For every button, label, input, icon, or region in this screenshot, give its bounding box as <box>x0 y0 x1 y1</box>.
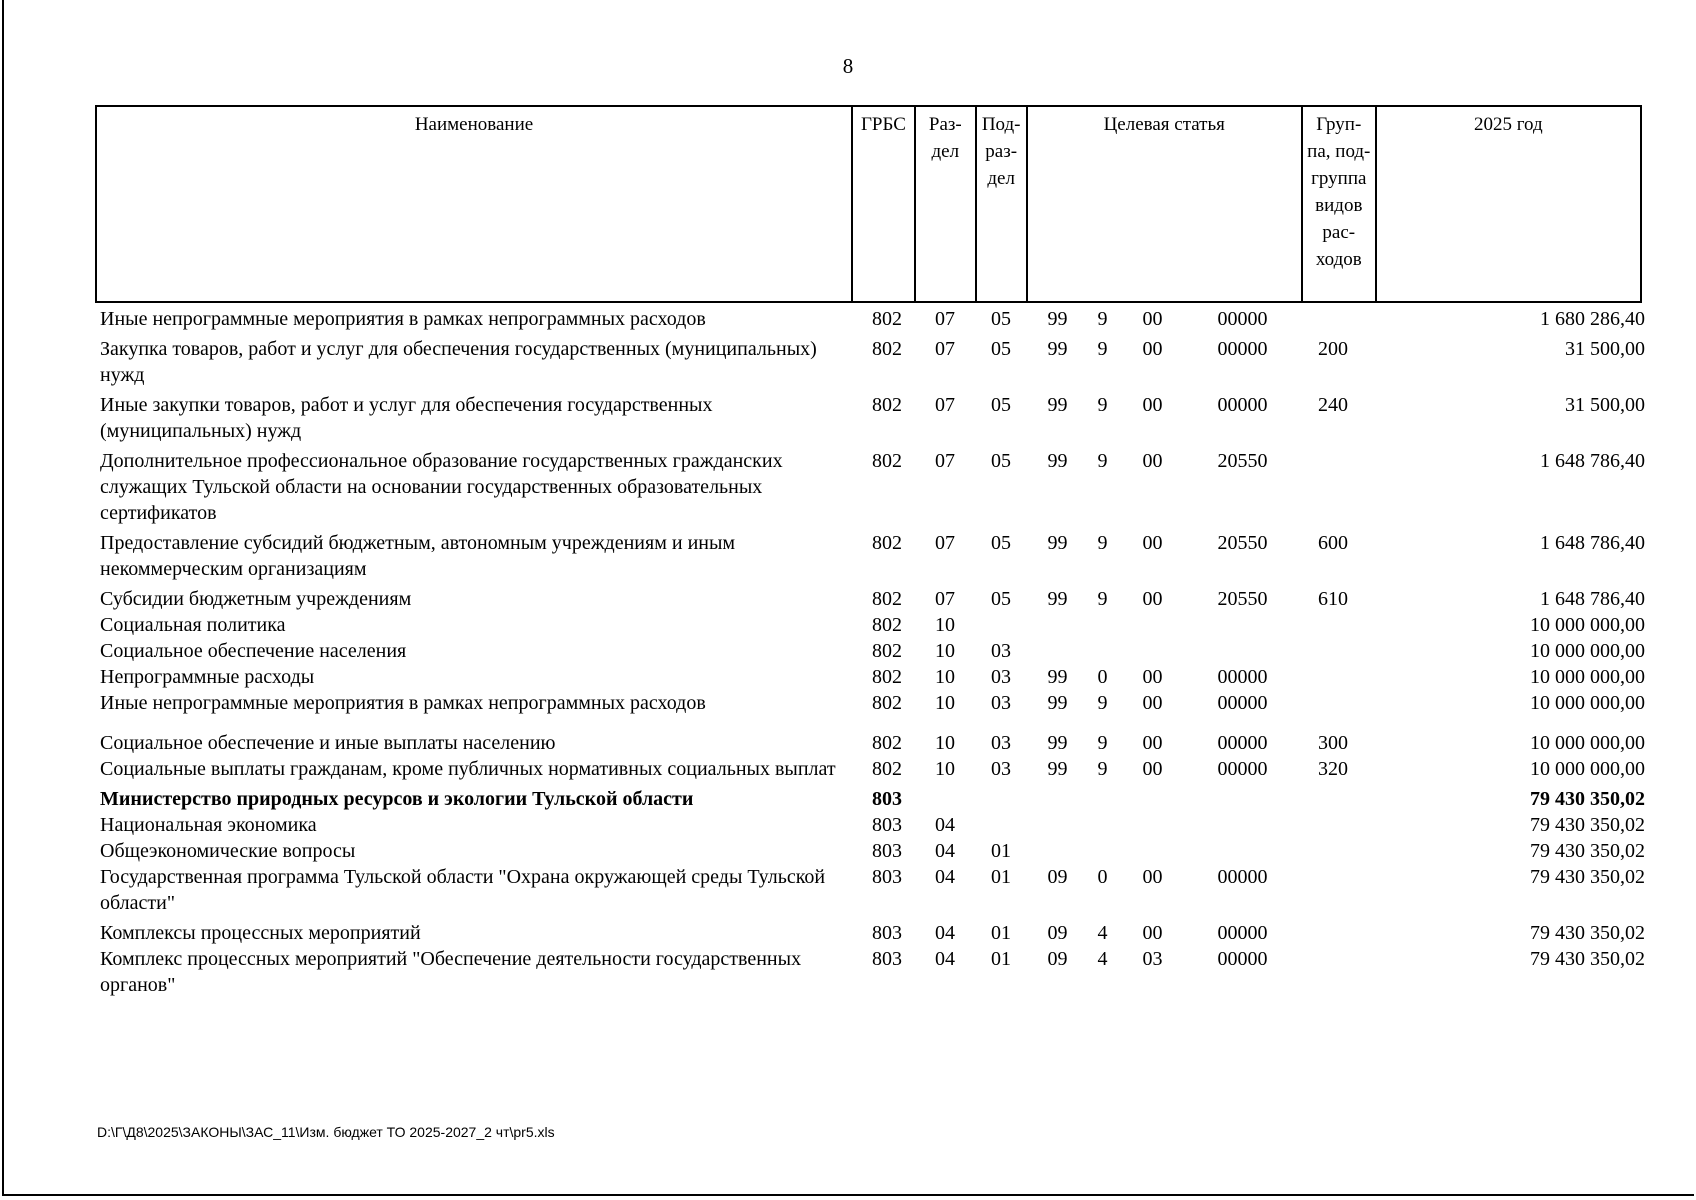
target-direction-cell: 00 <box>1142 588 1163 610</box>
amount-2025-cell: 10 000 000,00 <box>1530 732 1645 754</box>
expense-group-cell: 300 <box>1318 732 1348 754</box>
amount-2025-cell: 1 648 786,40 <box>1540 532 1645 554</box>
row-name-cell: Социальные выплаты гражданам, кроме публичных нормативных социальных выплат <box>100 758 836 780</box>
table-row <box>95 756 1645 782</box>
row-name-cell: Общеэкономические вопросы <box>100 840 356 862</box>
amount-2025-cell: 79 430 350,02 <box>1530 866 1645 888</box>
podrazdel-cell: 03 <box>991 732 1011 754</box>
grbs-cell: 802 <box>872 394 902 416</box>
amount-2025-cell: 79 430 350,02 <box>1530 948 1645 970</box>
podrazdel-cell: 03 <box>991 758 1011 780</box>
razdel-cell: 07 <box>935 338 955 360</box>
table-row <box>95 306 1645 332</box>
target-program-cell: 99 <box>1047 666 1068 688</box>
row-name-cell: Предоставление субсидий бюджетным, автономным учреждениям и иным некоммерческим организациям <box>100 532 736 580</box>
table-row <box>95 864 1645 916</box>
amount-2025-cell: 79 430 350,02 <box>1530 814 1645 836</box>
table-body <box>95 306 1645 998</box>
grbs-cell: 803 <box>872 922 902 944</box>
grbs-cell: 802 <box>872 758 902 780</box>
target-direction-cell: 00 <box>1142 450 1163 472</box>
grbs-cell: 802 <box>872 666 902 688</box>
podrazdel-cell: 05 <box>991 532 1011 554</box>
table-row <box>95 786 1645 812</box>
grbs-cell: 802 <box>872 308 902 330</box>
target-code-cell: 00000 <box>1217 732 1268 754</box>
grbs-cell: 803 <box>872 866 902 888</box>
target-subprogram-cell: 9 <box>1097 692 1108 714</box>
table-header <box>95 105 1642 303</box>
target-subprogram-cell: 4 <box>1097 948 1108 970</box>
amount-2025-cell: 1 648 786,40 <box>1540 588 1645 610</box>
target-code-cell: 20550 <box>1217 450 1268 472</box>
target-direction-cell: 00 <box>1142 338 1163 360</box>
table-row <box>95 730 1645 756</box>
target-subprogram-cell: 0 <box>1097 866 1108 888</box>
target-direction-cell: 00 <box>1142 308 1163 330</box>
razdel-cell: 07 <box>935 450 955 472</box>
razdel-cell: 04 <box>935 866 955 888</box>
amount-2025-cell: 10 000 000,00 <box>1530 614 1645 636</box>
row-name-cell: Национальная экономика <box>100 814 317 836</box>
row-name-cell: Дополнительное профессиональное образование государственных гражданских служащих Тульской области на основании государственных образовательных сертификатов <box>100 450 783 524</box>
grbs-cell: 802 <box>872 588 902 610</box>
target-program-cell: 99 <box>1047 732 1068 754</box>
table-row <box>95 838 1645 864</box>
amount-2025-cell: 79 430 350,02 <box>1530 840 1645 862</box>
target-program-cell: 99 <box>1047 588 1068 610</box>
amount-2025-cell: 79 430 350,02 <box>1530 922 1645 944</box>
table-row <box>95 336 1645 388</box>
target-subprogram-cell: 9 <box>1097 450 1108 472</box>
podrazdel-cell: 01 <box>991 866 1011 888</box>
target-code-cell: 00000 <box>1217 692 1268 714</box>
target-code-cell: 00000 <box>1217 666 1268 688</box>
target-program-cell: 09 <box>1047 866 1068 888</box>
row-name-cell: Социальное обеспечение и иные выплаты населению <box>100 732 556 754</box>
target-subprogram-cell: 9 <box>1097 338 1108 360</box>
razdel-cell: 10 <box>935 666 955 688</box>
grbs-cell: 802 <box>872 692 902 714</box>
target-program-cell: 09 <box>1047 948 1068 970</box>
podrazdel-cell: 05 <box>991 450 1011 472</box>
row-name-cell: Закупка товаров, работ и услуг для обеспечения государственных (муниципальных) нужд <box>100 338 817 386</box>
amount-2025-cell: 10 000 000,00 <box>1530 758 1645 780</box>
target-direction-cell: 00 <box>1142 394 1163 416</box>
table-row <box>95 664 1645 690</box>
table-row <box>95 638 1645 664</box>
header-expense-group: Груп- па, под- группа видов рас- ходов <box>1303 107 1377 301</box>
amount-2025-cell: 1 648 786,40 <box>1540 450 1645 472</box>
page-border-bottom <box>2 1194 1694 1196</box>
expense-group-cell: 200 <box>1318 338 1348 360</box>
podrazdel-cell: 03 <box>991 640 1011 662</box>
table-row <box>95 392 1645 444</box>
grbs-cell: 803 <box>872 788 902 810</box>
razdel-cell: 07 <box>935 588 955 610</box>
target-program-cell: 99 <box>1047 308 1068 330</box>
target-program-cell: 99 <box>1047 394 1068 416</box>
page-number: 8 <box>842 54 854 78</box>
table-row <box>95 612 1645 638</box>
grbs-cell: 802 <box>872 732 902 754</box>
grbs-cell: 803 <box>872 840 902 862</box>
target-program-cell: 99 <box>1047 338 1068 360</box>
target-program-cell: 99 <box>1047 532 1068 554</box>
grbs-cell: 802 <box>872 450 902 472</box>
grbs-cell: 802 <box>872 338 902 360</box>
table-row <box>95 586 1645 612</box>
target-subprogram-cell: 9 <box>1097 588 1108 610</box>
row-name-cell: Государственная программа Тульской области "Охрана окружающей среды Тульской области" <box>100 866 826 914</box>
row-name-cell: Министерство природных ресурсов и экологии Тульской области <box>100 788 694 810</box>
razdel-cell: 04 <box>935 922 955 944</box>
target-code-cell: 00000 <box>1217 394 1268 416</box>
razdel-cell: 10 <box>935 758 955 780</box>
row-name-cell: Комплексы процессных мероприятий <box>100 922 421 944</box>
row-name-cell: Социальная политика <box>100 614 286 636</box>
podrazdel-cell: 05 <box>991 394 1011 416</box>
grbs-cell: 803 <box>872 814 902 836</box>
row-name-cell: Иные непрограммные мероприятия в рамках непрограммных расходов <box>100 692 706 714</box>
grbs-cell: 802 <box>872 614 902 636</box>
target-program-cell: 99 <box>1047 450 1068 472</box>
podrazdel-cell: 03 <box>991 692 1011 714</box>
header-podrazdel: Под- раз- дел <box>977 107 1028 301</box>
podrazdel-cell: 05 <box>991 338 1011 360</box>
razdel-cell: 04 <box>935 840 955 862</box>
header-grbs: ГРБС <box>853 107 916 301</box>
amount-2025-cell: 1 680 286,40 <box>1540 308 1645 330</box>
grbs-cell: 802 <box>872 532 902 554</box>
amount-2025-cell: 10 000 000,00 <box>1530 666 1645 688</box>
target-program-cell: 99 <box>1047 758 1068 780</box>
target-direction-cell: 00 <box>1142 922 1163 944</box>
razdel-cell: 10 <box>935 692 955 714</box>
target-direction-cell: 00 <box>1142 666 1163 688</box>
podrazdel-cell: 01 <box>991 922 1011 944</box>
expense-group-cell: 240 <box>1318 394 1348 416</box>
target-subprogram-cell: 0 <box>1097 666 1108 688</box>
target-subprogram-cell: 4 <box>1097 922 1108 944</box>
header-name: Наименование <box>97 107 853 301</box>
expense-group-cell: 320 <box>1318 758 1348 780</box>
target-code-cell: 00000 <box>1217 308 1268 330</box>
row-name-cell: Иные закупки товаров, работ и услуг для обеспечения государственных (муниципальных) нужд <box>100 394 713 442</box>
file-path-footer: D:\Г\Д8\2025\ЗАКОНЫ\ЗАС_11\Изм. бюджет ТО 2025-2027_2 чт\pr5.xls <box>97 1124 555 1140</box>
podrazdel-cell: 03 <box>991 666 1011 688</box>
target-direction-cell: 00 <box>1142 758 1163 780</box>
target-direction-cell: 00 <box>1142 866 1163 888</box>
header-target-article: Целевая статья <box>1028 107 1303 301</box>
razdel-cell: 07 <box>935 394 955 416</box>
target-direction-cell: 00 <box>1142 732 1163 754</box>
amount-2025-cell: 31 500,00 <box>1565 338 1645 360</box>
target-program-cell: 09 <box>1047 922 1068 944</box>
table-row <box>95 690 1645 716</box>
target-code-cell: 20550 <box>1217 588 1268 610</box>
amount-2025-cell: 10 000 000,00 <box>1530 640 1645 662</box>
target-direction-cell: 00 <box>1142 532 1163 554</box>
target-program-cell: 99 <box>1047 692 1068 714</box>
target-subprogram-cell: 9 <box>1097 308 1108 330</box>
grbs-cell: 802 <box>872 640 902 662</box>
row-name-cell: Субсидии бюджетным учреждениям <box>100 588 412 610</box>
target-subprogram-cell: 9 <box>1097 732 1108 754</box>
target-code-cell: 00000 <box>1217 922 1268 944</box>
row-name-cell: Социальное обеспечение населения <box>100 640 407 662</box>
target-subprogram-cell: 9 <box>1097 758 1108 780</box>
podrazdel-cell: 01 <box>991 840 1011 862</box>
razdel-cell: 07 <box>935 532 955 554</box>
header-razdel: Раз- дел <box>916 107 977 301</box>
target-code-cell: 00000 <box>1217 338 1268 360</box>
table-row <box>95 530 1645 582</box>
amount-2025-cell: 79 430 350,02 <box>1530 788 1645 810</box>
target-direction-cell: 03 <box>1142 948 1163 970</box>
table-row <box>95 946 1645 998</box>
razdel-cell: 10 <box>935 614 955 636</box>
razdel-cell: 04 <box>935 814 955 836</box>
expense-group-cell: 600 <box>1318 532 1348 554</box>
target-subprogram-cell: 9 <box>1097 532 1108 554</box>
target-code-cell: 00000 <box>1217 866 1268 888</box>
page-border-left <box>2 0 4 1196</box>
target-code-cell: 00000 <box>1217 948 1268 970</box>
razdel-cell: 07 <box>935 308 955 330</box>
table-row <box>95 812 1645 838</box>
table-row <box>95 920 1645 946</box>
target-code-cell: 00000 <box>1217 758 1268 780</box>
target-subprogram-cell: 9 <box>1097 394 1108 416</box>
row-name-cell: Комплекс процессных мероприятий "Обеспечение деятельности государственных органов" <box>100 948 802 996</box>
row-name-cell: Иные непрограммные мероприятия в рамках непрограммных расходов <box>100 308 706 330</box>
amount-2025-cell: 10 000 000,00 <box>1530 692 1645 714</box>
razdel-cell: 10 <box>935 640 955 662</box>
amount-2025-cell: 31 500,00 <box>1565 394 1645 416</box>
razdel-cell: 04 <box>935 948 955 970</box>
podrazdel-cell: 01 <box>991 948 1011 970</box>
table-row <box>95 448 1645 526</box>
header-year-2025: 2025 год <box>1473 114 1543 135</box>
podrazdel-cell: 05 <box>991 588 1011 610</box>
target-code-cell: 20550 <box>1217 532 1268 554</box>
row-name-cell: Непрограммные расходы <box>100 666 315 688</box>
podrazdel-cell: 05 <box>991 308 1011 330</box>
target-direction-cell: 00 <box>1142 692 1163 714</box>
expense-group-cell: 610 <box>1318 588 1348 610</box>
razdel-cell: 10 <box>935 732 955 754</box>
grbs-cell: 803 <box>872 948 902 970</box>
